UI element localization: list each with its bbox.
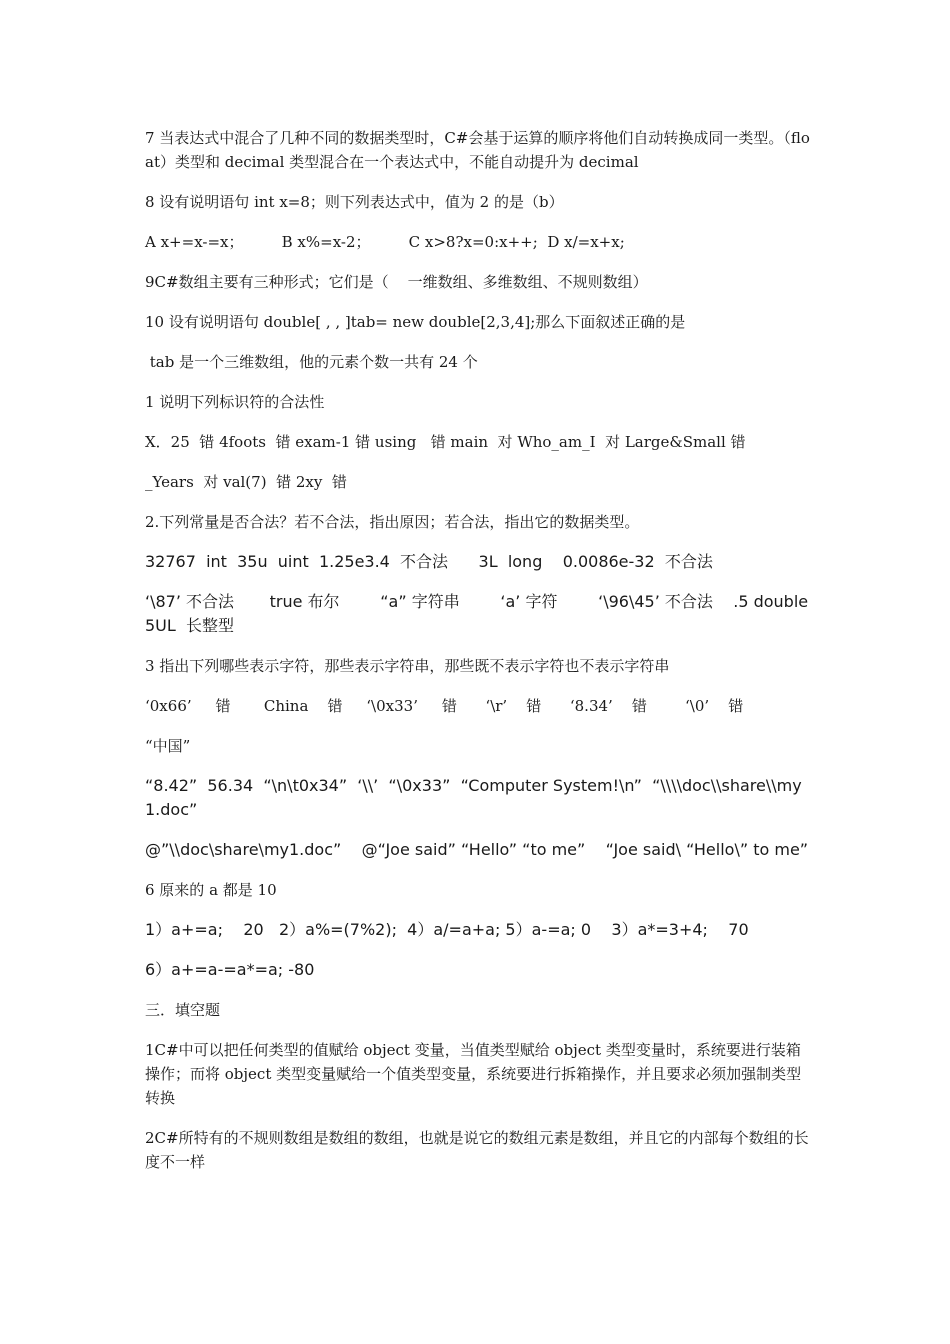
question-10-prompt: 10 设有说明语句 double[ , , ]tab= new double[2,3,4];那么下面叙述正确的是 (145, 313, 686, 331)
question-10-answer: tab 是一个三维数组，他的元素个数一共有 24 个 (145, 353, 478, 371)
identifier-question: 1 说明下列标识符的合法性 (145, 393, 325, 411)
question-6-prompt: 6 原来的 a 都是 10 (145, 881, 277, 899)
char-answers-line: ‘0x66’ 错 China 错 ‘\0x33’ 错 ‘\r’ 错 ‘8.34’ 错 ‘\0’ 错 (145, 697, 744, 715)
question-6-answers-line-2: 6）a+=a-=a*=a; -80 (145, 960, 315, 979)
char-string-question: 3 指出下列哪些表示字符，那些表示字符串，那些既不表示字符也不表示字符串 (145, 657, 670, 675)
question-6-answers-line-1: 1）a+=a; 20 2）a%=(7%2); 4）a/=a+a; 5）a-=a; 0 3）a*=3+4; 70 (145, 920, 749, 939)
string-examples-line-2: @”\\doc\share\my1.doc” @“Joe said” “Hello” “to me” “Joe said\ “Hello\” to me” (145, 840, 809, 859)
constant-question: 2.下列常量是否合法？若不合法，指出原因；若合法，指出它的数据类型。 (145, 513, 640, 531)
question-7-mixed-types: 7 当表达式中混合了几种不同的数据类型时，C#会基于运算的顺序将他们自动转换成同一类型。（float）类型和 decimal 类型混合在一个表达式中，不能自动提升为 decimal (145, 129, 810, 171)
section-heading-fill-in: 三．填空题 (145, 1001, 221, 1019)
question-9-array-forms: 9C#数组主要有三种形式；它们是（ 一维数组、多维数组、不规则数组） (145, 273, 648, 291)
constant-answers-line-1: 32767 int 35u uint 1.25e3.4 不合法 3L long 0.0086e-32 不合法 (145, 552, 713, 571)
question-8-options: A x+=x-=x； B x%=x-2； C x>8?x=0:x++; D x/=x+x; (145, 233, 625, 251)
question-8-prompt: 8 设有说明语句 int x=8；则下列表达式中，值为 2 的是（b） (145, 193, 564, 211)
fill-in-1-boxing: 1C#中可以把任何类型的值赋给 object 变量，当值类型赋给 object 类型变量时，系统要进行装箱操作；而将 object 类型变量赋给一个值类型变量，系统要进行拆箱操作，并且要求必须加强制类型转换 (145, 1041, 802, 1107)
identifier-answers-line-1: X．25 错 4foots 错 exam-1 错 using 错 main 对 Who_am_I 对 Large&Small 错 (145, 433, 746, 451)
string-chinese-line: “中国” (145, 737, 191, 755)
fill-in-2-jagged-array: 2C#所特有的不规则数组是数组的数组，也就是说它的数组元素是数组，并且它的内部每个数组的长度不一样 (145, 1129, 809, 1171)
identifier-answers-line-2: _Years 对 val(7) 错 2xy 错 (145, 473, 347, 491)
document-body (145, 126, 814, 1190)
string-examples-line-1: “8.42” 56.34 “\n\t0x34” ‘\\’ “\0x33” “Computer System!\n” “\\\\doc\\share\\my1.doc” (145, 776, 802, 819)
constant-answers-line-2: ‘\87’ 不合法 true 布尔 “a” 字符串 ‘a’ 字符 ‘\96\45’ 不合法 .5 double 5UL 长整型 (145, 592, 814, 635)
